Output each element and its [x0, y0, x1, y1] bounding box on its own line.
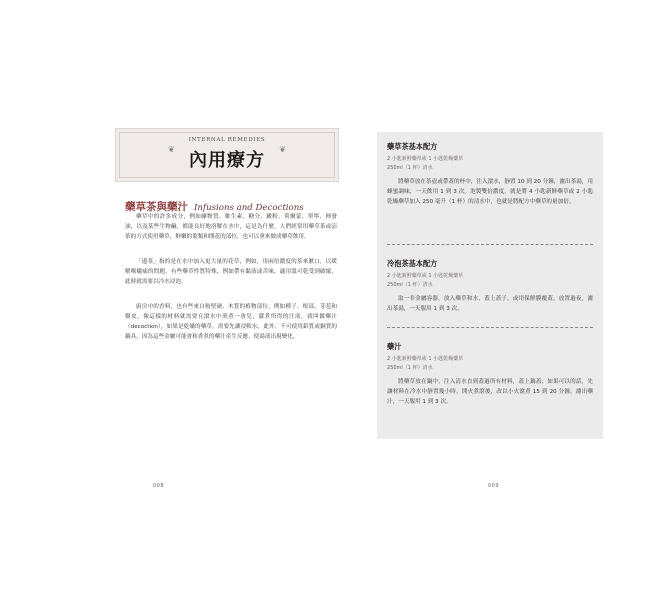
body-paragraph: 「邊茶」指的是在水中加入更大量的花草，例如，用兩倍濃度的茶來漱口，以緩解喉嚨痛的問題，有些藥草性質特殊，例如帶有黏液或苦味，適用溫可乾受到破壞，此時就需要以冷水浸泡。 [125, 259, 337, 285]
recipe-ingredient: 2 小匙新鮮藥草或 1 小匙乾燥藥草 [387, 273, 464, 279]
ornament-right-icon: ❦ [279, 145, 286, 154]
page-number: 009 [488, 483, 500, 489]
chapter-title: 內用療方 [189, 150, 265, 171]
recipe-title: 冷泡茶基本配方 [387, 259, 438, 268]
recipe-ingredient: 250ml（1 杯）清水 [387, 365, 433, 371]
body-paragraph: 藥草中的許多成分，例如礦物質、維生素、糖分、澱粉、荷爾蒙、單寧、揮發油，以及某些生物鹼，都能良好地溶解在水中，這是為什麼，人們經常用藥草茶或涼茶的方式使用藥草，鮮嫩的葉類和開花的部位，也可以拿來做成藥草飲用。 [125, 214, 337, 240]
left-page [70, 92, 336, 506]
recipe-title: 藥草茶基本配方 [387, 142, 438, 151]
recipe-ingredient: 2 小匙新鮮藥草或 1 小匙乾燥藥草 [387, 356, 464, 362]
recipe-panel [377, 132, 603, 439]
right-page [345, 92, 611, 506]
recipe-ingredient: 250ml（1 杯）清水 [387, 165, 433, 171]
section-title-chinese: 藥草茶與藥汁 [125, 201, 188, 213]
section-title-english: Infusions and Decoctions [194, 203, 304, 213]
recipe-block [387, 342, 593, 407]
recipe-instructions: 取一非金屬容器，放入藥草和水，蓋上蓋子，或用保鮮膜覆蓋，放置過夜，濾出茶湯，一天服用 1 到 3 次。 [387, 296, 593, 312]
recipe-ingredient: 250ml（1 杯）清水 [387, 282, 433, 288]
recipe-title: 藥汁 [387, 342, 402, 351]
ornament-left-icon: ❦ [168, 145, 175, 154]
recipe-ingredient: 2 小匙新鮮藥草或 1 小匙乾燥藥草 [387, 156, 464, 162]
recipe-divider [387, 244, 593, 245]
recipe-instructions: 將藥草放在茶壺或帶蓋的杯中，注入滾水，靜置 10 到 20 分鐘，濾出茶湯，用蜂蜜調味，一天飲用 1 到 3 次。泡製雙倍濃度，就是將 4 小匙新鮮藥草或 2 小匙乾燥藥草加入 250 毫升（1 杯）的清水中，也就是將配方中藥草的量加倍。 [387, 179, 593, 205]
page-number: 008 [153, 483, 165, 489]
recipe-divider [387, 327, 593, 328]
recipe-instructions: 將藥草放在鍋中，注入清水直到蓋過所有材料，蓋上鍋蓋；如果可以的話，先讓材料在冷水中靜置幾小時。開火煮滾後，改以小火滾煮 15 到 20 分鐘，濾出藥汁，一天服用 1 到 3 次。 [387, 379, 593, 405]
chapter-title-english: INTERNAL REMEDIES [188, 137, 266, 143]
chapter-banner [115, 128, 339, 182]
body-paragraph: 廚房中的香料，也有些來自較堅硬、木質的植物部位，例如種子、根部、芽苞和樹皮，像這樣的材料就需要在滾水中煎煮一會兒，澀煮所得的汁液，就叫做藥汁（decoction）。如果是乾燥的藥草，需要先讓浸軟水，此外，不可使用鋁質或銅質的鍋具，因為這些金屬可能會和煮煮的藥汁產生反應，使湯液出現變化。 [125, 304, 337, 340]
recipe-block [387, 259, 593, 314]
recipe-block [387, 142, 593, 207]
